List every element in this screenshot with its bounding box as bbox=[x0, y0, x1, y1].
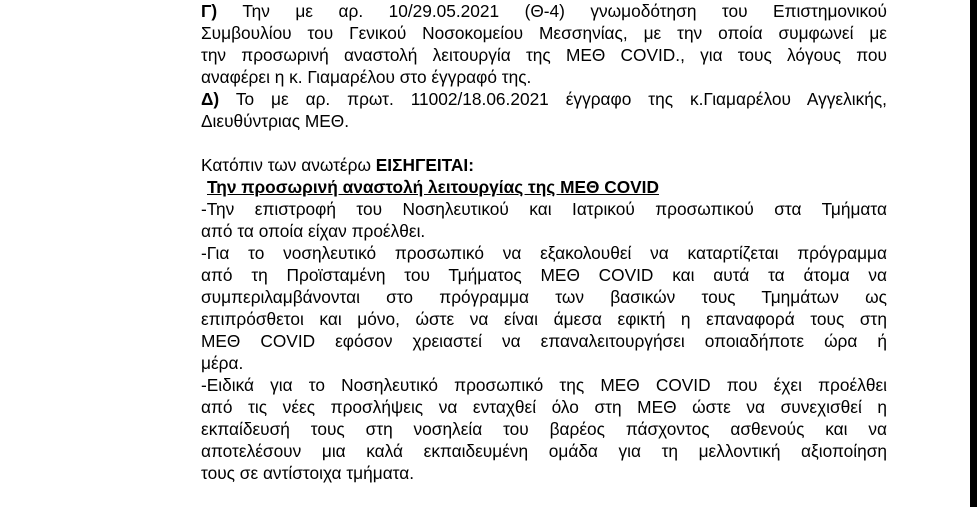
para2-line-6: μέρα. bbox=[201, 353, 244, 373]
item-d-line-2: Διευθύντριας ΜΕΘ. bbox=[201, 111, 350, 131]
recommendation-keyword: ΕΙΣΗΓΕΙΤΑΙ: bbox=[375, 155, 474, 175]
para2-line-4: επιπρόσθετοι και μόνο, ώστε να είναι άμεσα εφικτή η επαναφορά τους στη bbox=[201, 309, 887, 329]
para3-line-1: -Ειδικά για το Νοσηλευτικό προσωπικό της ΜΕΘ COVID που έχει προέλθει bbox=[201, 375, 887, 395]
document-body bbox=[201, 0, 887, 484]
item-g-letter: Γ) bbox=[201, 1, 218, 21]
item-g-line-2: Συμβουλίου του Γενικού Νοσοκομείου Μεσσηνίας, με την οποία συμφωνεί με bbox=[201, 23, 887, 43]
item-d-letter: Δ) bbox=[201, 89, 220, 109]
item-d bbox=[201, 88, 887, 132]
item-g-line-3: την προσωρινή αναστολή λειτουργία της ΜΕΘ COVID., για τους λόγους που bbox=[201, 45, 887, 65]
para2-line-2: από τη Προϊσταμένη του Τμήματος ΜΕΘ COVID και αυτά τα άτομα να bbox=[201, 265, 887, 285]
recommendation-line: Κατόπιν των ανωτέρω ΕΙΣΗΓΕΙΤΑΙ: bbox=[201, 155, 474, 175]
para3-line-3: εκπαίδευσή τους στη νοσηλεία του βαρέος πάσχοντος ασθενούς και να bbox=[201, 419, 887, 439]
para2-line-5: ΜΕΘ COVID εφόσον χρειαστεί να επαναλειτουργήσει οποιαδήποτε ώρα ή bbox=[201, 331, 887, 351]
paragraph-nursing-schedule bbox=[201, 242, 887, 374]
para1-line-2: από τα οποία είχαν προέλθει. bbox=[201, 221, 426, 241]
right-edge-bar bbox=[970, 0, 977, 507]
para3-line-4: αποτελέσουν μια καλά εκπαιδευμένη ομάδα για τη μελλοντική αξιοποίηση bbox=[201, 441, 887, 461]
item-g-line-4: αναφέρει η κ. Γιαμαρέλου στο έγγραφό της. bbox=[201, 67, 532, 87]
section-heading: Την προσωρινή αναστολή λειτουργίας της ΜΕΘ COVID bbox=[207, 177, 659, 197]
para2-line-3: συμπεριλαμβάνονται στο πρόγραμμα των βασικών τους Τμημάτων ως bbox=[201, 287, 887, 307]
paragraph-staff-return bbox=[201, 198, 887, 242]
item-g-line-1: Γ) Την με αρ. 10/29.05.2021 (Θ-4) γνωμοδότηση του Επιστημονικού bbox=[201, 1, 887, 21]
item-d-line-1: Δ) Το με αρ. πρωτ. 11002/18.06.2021 έγγραφο της κ.Γιαμαρέλου Αγγελικής, bbox=[201, 89, 887, 109]
item-g bbox=[201, 0, 887, 88]
paragraph-new-hires bbox=[201, 374, 887, 484]
para2-line-1: -Για το νοσηλευτικό προσωπικό να εξακολουθεί να καταρτίζεται πρόγραμμα bbox=[201, 243, 887, 263]
para3-line-5: τους σε αντίστοιχα τμήματα. bbox=[201, 463, 415, 483]
para3-line-2: από τις νέες προσλήψεις να ενταχθεί όλο στη ΜΕΘ ώστε να συνεχισθεί η bbox=[201, 397, 887, 417]
blank-line bbox=[201, 132, 887, 154]
para1-line-1: -Την επιστροφή του Νοσηλευτικού και Ιατρικού προσωπικού στα Τμήματα bbox=[201, 199, 887, 219]
